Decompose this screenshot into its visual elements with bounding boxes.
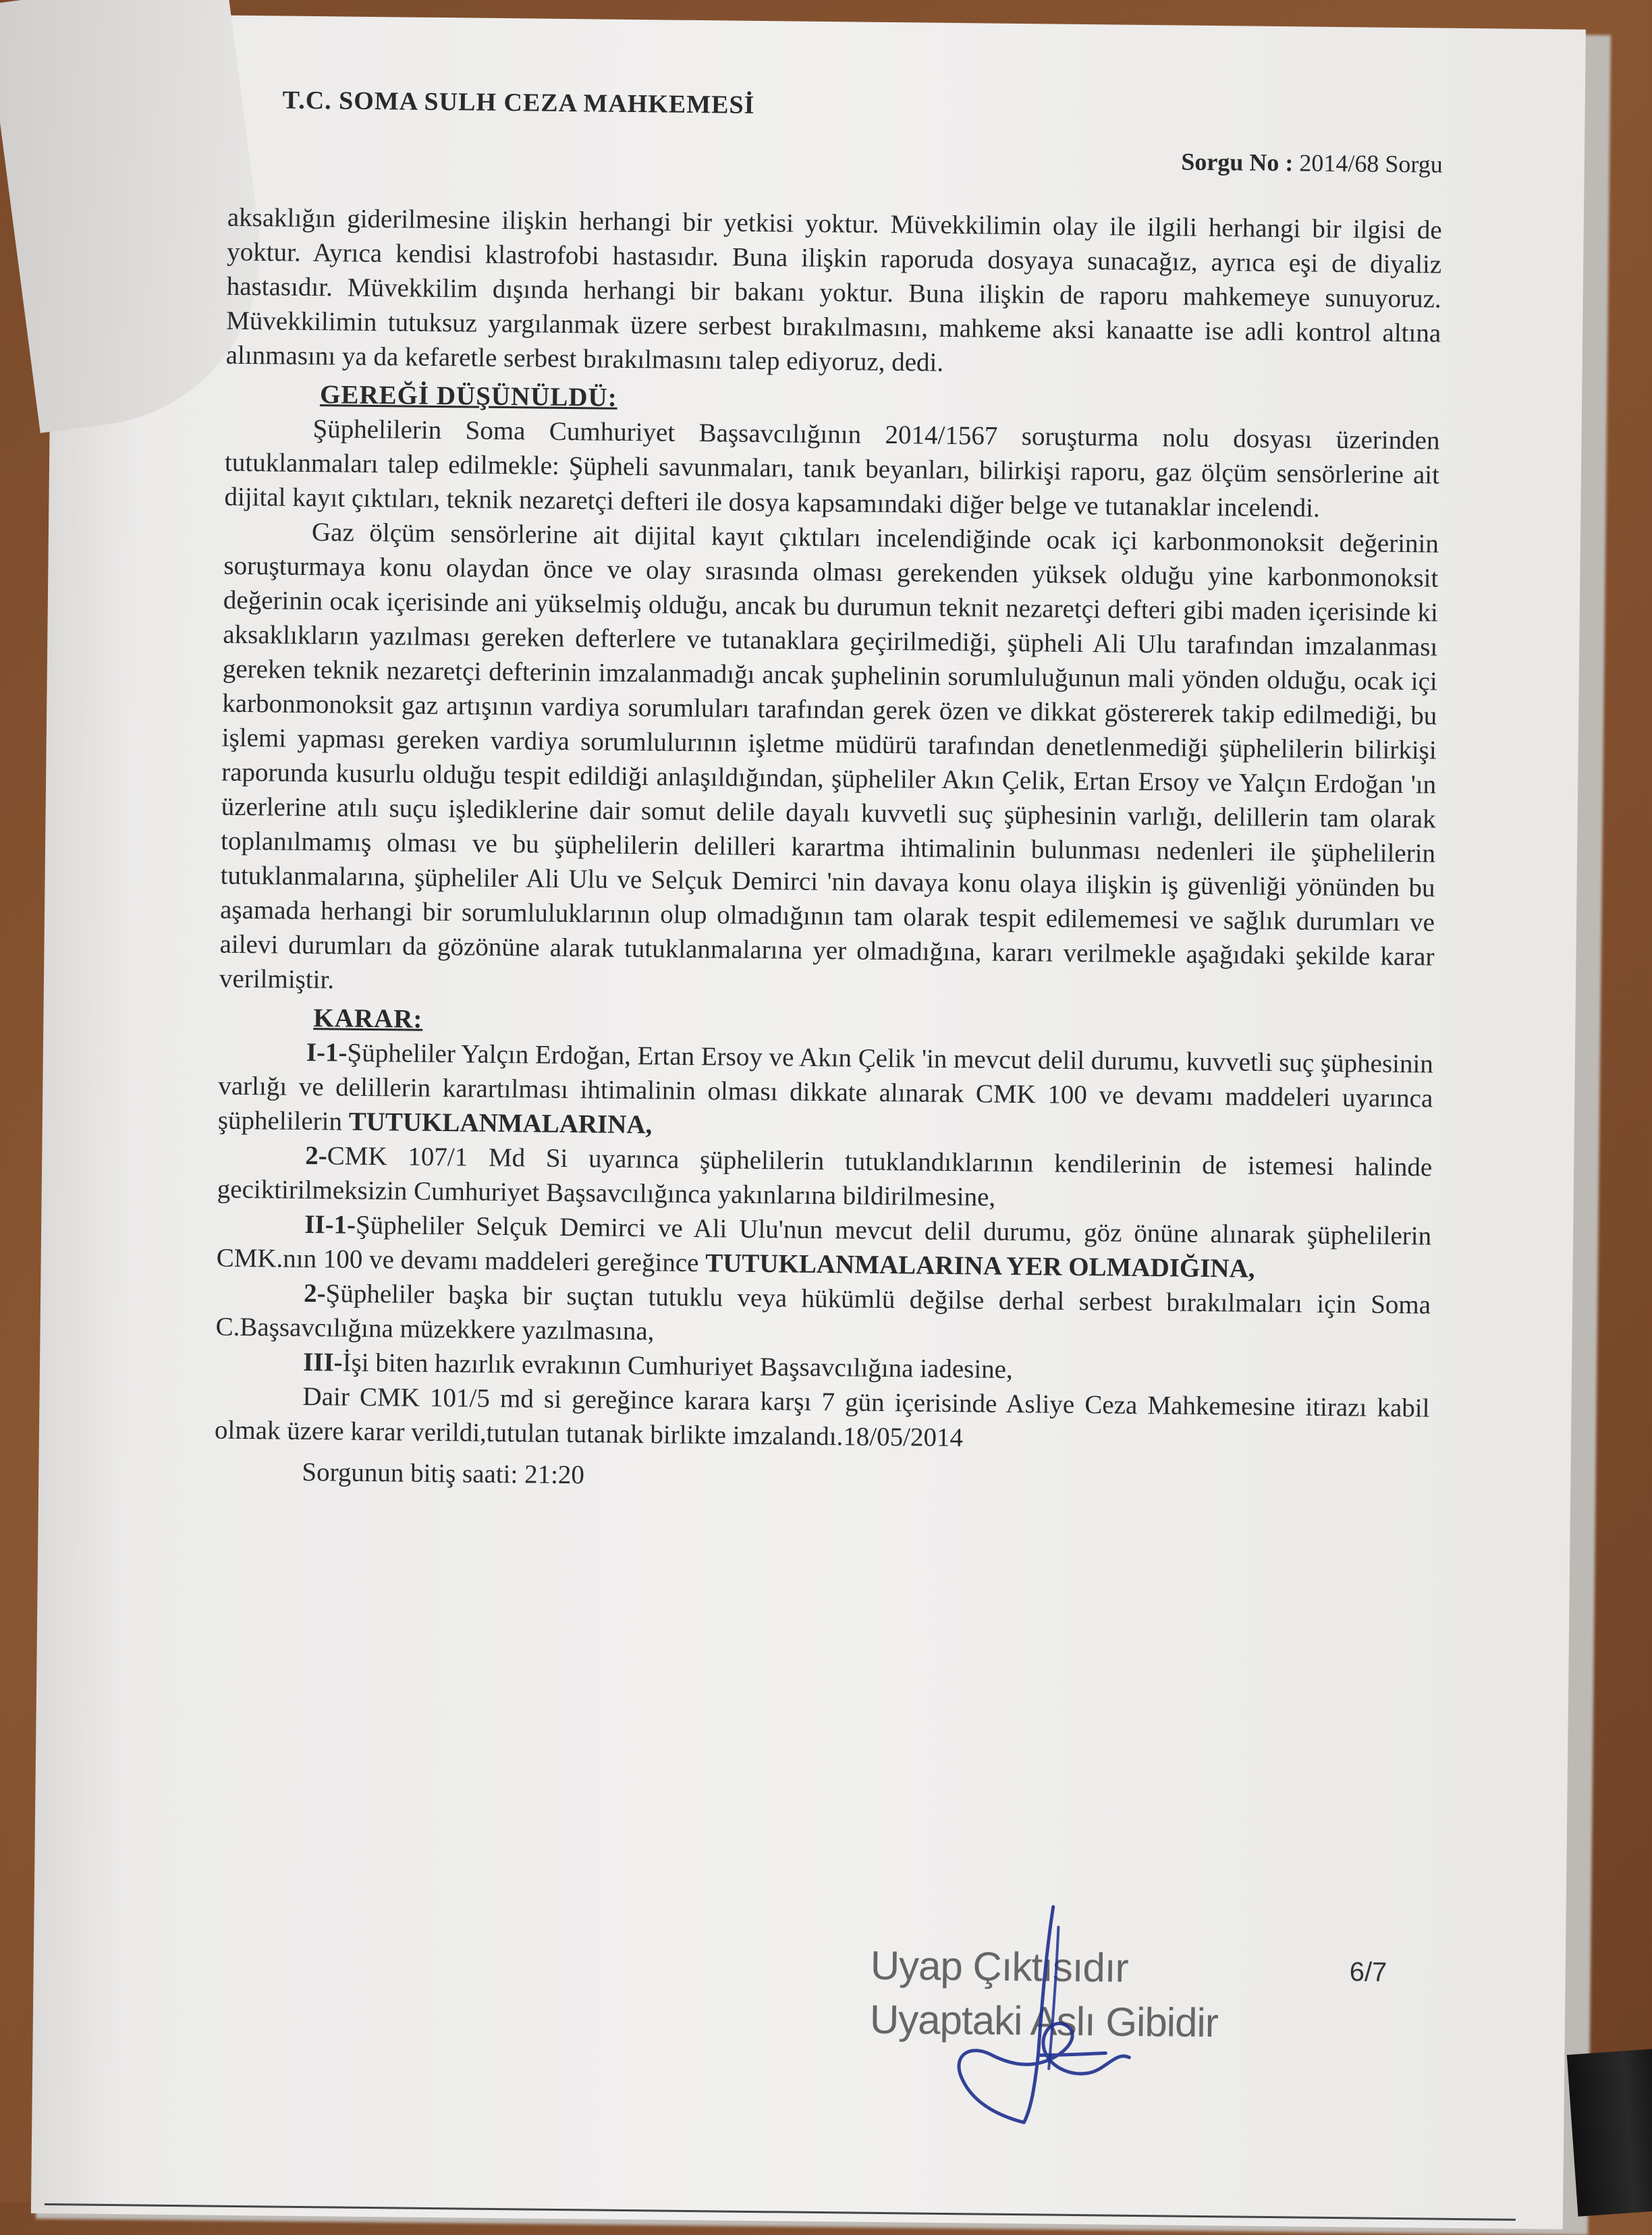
decision-1-bold: TUTUKLANMALARINA, xyxy=(348,1107,653,1140)
closing-paragraph: Dair CMK 101/5 md si gereğince karara karşı 7 gün içerisinde Asliye Ceza Mahkemesine itirazı kabil olmak üzere karar verildi,tutulan tutanak birlikte imzalandı.18/05/2014 xyxy=(214,1381,1430,1453)
stamp-line-2: Uyaptaki Aslı Gibidir xyxy=(869,1996,1219,2046)
decision-1-number: I-1- xyxy=(306,1038,348,1068)
intro-paragraph: aksaklığın giderilmesine ilişkin herhangi bir yetkisi yoktur. Müvekkilimin olay ile ilgili herhangi bir ilgisi de yoktur. Ayrıca kendisi klastrofobi hastasıdır. Buna ilişkin raporuda dosyaya sunacağız, ayrıca eşi de diyaliz hastasıdır. Müvekkilim dışında herhangi bir bakanı yoktur. Buna ilişkin de raporu mahkemeye sunuyoruz. Müvekkilimin tutuksuz yargılanmak üzere serbest bırakılmasını, mahkeme aksi kanaatte ise adli kontrol altına alınmasını ya da kefaretle serbest bırakılmasını talep ediyoruz, dedi. xyxy=(225,202,1442,377)
decision-3-number: II-1- xyxy=(304,1209,356,1240)
heading-karar: KARAR: xyxy=(313,1003,423,1034)
heading-geregi-dusunuldu: GEREĞİ DÜŞÜNÜLDÜ: xyxy=(319,380,617,412)
decision-4 xyxy=(215,1275,1431,1357)
paragraph-1: Şüphelilerin Soma Cumhuriyet Başsavcılığının 2014/1567 soruşturma nolu dosyası üzerinden tutuklanmaları talep edilmekle: Şüpheli savunmaları, tanık beyanları, bilirkişi raporu, gaz ölçüm sensörlerine ait dijital kayıt çıktıları, teknik nezaretçi defteri ile dosya kapsamındaki diğer belge ve tutanaklar incelendi. xyxy=(224,414,1440,523)
sorgu-value: 2014/68 Sorgu xyxy=(1299,149,1443,178)
decision-2 xyxy=(217,1138,1433,1219)
paragraph-2: Gaz ölçüm sensörlerine ait dijital kayıt çıktıları incelendiğinde ocak içi karbonmonoksit değerinin soruşturmaya konu olaydan önce ve olay sırasında olması gerekenden yüksek olduğu yine karbonmonoksit değerinin ocak içerisinde ani yükselmiş olduğu, ancak bu durumun teknit nezaretçi defteri gibi maden içerisinde ki aksaklıkların yazılması gereken defterlere ve tutanaklara geçirilmediği, şüpheli Ali Ulu tarafından imzalanması gereken teknik nezaretçi defterinin imzalanmadığı ancak şuphelinin sorumluluğunun mali yönden olduğu, ocak içi karbonmonoksit gaz artışının vardiya sorumluları tarafından gerek özen ve dikkat göstererek takip edilmediği, bu işlemi yapması gereken vardiya sorumlulurının işletme müdürü tarafından denetlenmediği şüphelilerin bilirkişi raporunda kusurlu olduğu tespit edildiği anlaşıldığından, şüpheliler Akın Çelik, Ertan Ersoy ve Yalçın Erdoğan 'ın üzerlerine atılı suçu işlediklerine dair somut delile dayalı kuvvetli suç şüphesinin varlığı, delillerin tam olarak toplanılmamış olması ve bu şüphelilerin delilleri karartma ihtimalinin bulunması nedenleri ile şüphelilerin tutuklanmalarına, şüpheliler Ali Ulu ve Selçuk Demirci 'nin davaya konu olaya ilişkin iş güvenliği yönünden bu aşamada herhangi bir sorumluluklarının olup olmadığının tam olarak tespit edilememesi ve sağlık durumları ve ailevi durumları da gözönüne alarak tutuklanmalarına yer olmadığına, kararı verilmekle aşağıdaki şekilde karar verilmiştir. xyxy=(219,518,1439,995)
decision-1 xyxy=(218,1034,1434,1151)
decision-1-text: Şüpheliler Yalçın Erdoğan, Ertan Ersoy ve Akın Çelik 'in mevcut delil durumu, kuvvetli suç şüphesinin varlığı ve delillerin karartılması ihtimalinin olması dikkate alınarak CMK 100 ve devamı maddeleri uyarınca şüphelilerin xyxy=(217,1038,1434,1136)
decision-2-text: CMK 107/1 Md Si uyarınca şüphelilerin tutuklandıklarının kendilerinin de istemesi halinde geciktirilmeksizin Cumhuriyet Başsavcılığınca yakınlarına bildirilmesine, xyxy=(217,1141,1433,1212)
decision-2-number: 2- xyxy=(305,1140,328,1171)
page-number: 6/7 xyxy=(1349,1957,1387,1987)
document-page xyxy=(31,13,1586,2230)
end-time xyxy=(214,1454,1429,1501)
end-time-value: 21:20 xyxy=(524,1460,585,1490)
sorgu-label: Sorgu No : xyxy=(1181,148,1294,177)
court-name: T.C. SOMA SULH CEZA MAHKEMESİ xyxy=(282,86,755,119)
sorgu-number xyxy=(228,135,1443,182)
binder-clip xyxy=(1567,2048,1652,2216)
decision-3-bold: TUTUKLANMALARINA YER OLMADIĞINA, xyxy=(705,1248,1255,1284)
decision-4-number: 2- xyxy=(303,1278,326,1308)
end-time-label: Sorgunun bitiş saati: xyxy=(302,1457,518,1489)
document-content xyxy=(214,83,1443,1501)
decision-3-text: Şüpheliler Selçuk Demirci ve Ali Ulu'nun mevcut delil durumu, göz önüne alınarak şüphelilerin CMK.nın 100 ve devamı maddeleri gereğince xyxy=(216,1210,1432,1278)
decision-5-text: İşi biten hazırlık evrakının Cumhuriyet Başsavcılığına iadesine, xyxy=(342,1348,1013,1384)
decision-5-number: III- xyxy=(302,1347,343,1377)
decision-3 xyxy=(216,1207,1431,1288)
signature-icon xyxy=(896,1898,1182,2144)
uyap-stamp xyxy=(869,1939,1343,2159)
decision-4-text: Şüpheliler başka bir suçtan tutuklu veya hükümlü değilse derhal serbest bırakılmaları için Soma C.Başsavcılığına müzekkere yazılmasına, xyxy=(215,1279,1431,1346)
stamp-line-1: Uyap Çıktısıdır xyxy=(870,1942,1128,1991)
